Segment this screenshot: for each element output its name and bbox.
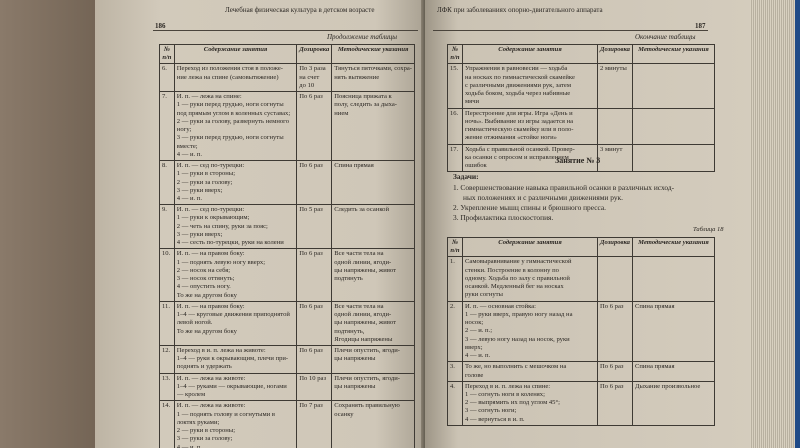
row-content-line: одному. Ходьба по залу с правильной <box>465 274 570 282</box>
row-notes-line: Поясница прижата к <box>334 93 392 101</box>
tasks-label: Задачи: <box>453 172 479 181</box>
row-notes-line: Плечи опустить, ягоди- <box>334 346 400 354</box>
row-notes <box>632 301 714 362</box>
row-dose-line: По 6 раз <box>299 250 323 258</box>
row-content-line: гимнастическую скамейку или в поло- <box>465 126 574 134</box>
row-notes-line: цы напряжены <box>334 382 376 390</box>
left-running-header: Лечебная физическая культура в детском возрасте <box>225 6 375 14</box>
row-number: 2. <box>448 301 463 362</box>
row-notes <box>332 161 415 205</box>
row-content-line: ночь». Выбивание из игры задается на <box>465 117 574 125</box>
row-content-line: 4 — и. п. <box>465 352 491 360</box>
col-dose: Дозировка <box>297 45 332 64</box>
row-dose-line: до 10 <box>299 81 315 89</box>
row-content <box>463 108 598 144</box>
row-content <box>463 257 598 301</box>
right-running-header: ЛФК при заболеваниях опорно-двигательного аппарата <box>437 6 603 14</box>
lesson-title: Занятие № 3 <box>555 156 601 165</box>
task-line: 2. Укрепление мышц спины и брюшного пресса. <box>453 203 607 212</box>
row-content-line: 3 — руки перед грудью, ноги согнуты <box>176 134 284 142</box>
row-content-line: 1 — поднять голову и согнутыми в <box>176 410 275 418</box>
row-notes-line: цы напряжены, живот <box>334 266 396 274</box>
row-notes-line: Следить за осанкой <box>334 206 390 214</box>
row-notes-line: Сохранять правильную <box>334 402 400 410</box>
row-content-line: То же на другом боку <box>176 327 237 335</box>
row-notes-line: подтянуть, <box>334 327 365 335</box>
row-content-line: 4 — и. п. <box>176 194 202 202</box>
row-content <box>174 161 296 205</box>
left-page-number: 186 <box>155 22 166 30</box>
row-notes-line: цы напряжены, живот <box>334 319 396 327</box>
row-content-line: 2 — руки за голову; <box>176 178 233 186</box>
row-content-line: вместе; <box>176 142 198 150</box>
col-notes: Методические указания <box>632 238 714 257</box>
row-content-line: И. п. — лежа на спине: <box>176 93 242 101</box>
col-num: № п/п <box>448 45 463 64</box>
col-num: № п/п <box>448 238 463 257</box>
row-content-line: 1 — руки к окрывающим; <box>176 214 250 222</box>
row-content <box>174 205 296 249</box>
table-row <box>160 249 415 301</box>
row-content-line: То же, но выполнить с мешочком на <box>465 363 567 371</box>
table-row <box>448 257 715 301</box>
table-row <box>160 64 415 92</box>
col-notes: Методические указания <box>332 45 415 64</box>
row-notes <box>332 64 415 92</box>
row-content-line: ка осанки с опросом и исправлением <box>465 153 569 161</box>
row-number: 3. <box>448 362 463 381</box>
row-dose-line: 3 минут <box>600 145 623 153</box>
row-dose <box>297 345 332 373</box>
row-notes <box>332 301 415 345</box>
row-notes-line: нием <box>334 109 349 117</box>
row-dose-line: По 7 раз <box>299 402 323 410</box>
row-content <box>174 249 296 301</box>
row-notes-line: Все части тела на <box>334 250 384 258</box>
row-content-line: 4 — вернуться в и. п. <box>465 415 525 423</box>
page-edges <box>750 0 800 448</box>
row-content-line: левой ногой. <box>176 319 213 327</box>
col-num: № п/п <box>160 45 175 64</box>
row-dose <box>598 381 633 425</box>
row-content-line: стенки. Построение в колонну по <box>465 266 559 274</box>
table-row <box>160 301 415 345</box>
right-page <box>425 0 755 448</box>
row-dose <box>297 373 332 401</box>
row-dose-line: По 6 раз <box>600 382 624 390</box>
row-content-line: 2 — руки за голову, развернуть немного <box>176 117 289 125</box>
row-content-line: ногу; <box>176 126 192 134</box>
row-content <box>463 301 598 362</box>
row-content-line: 2 — и. п.; <box>465 327 493 335</box>
row-notes-line: Спина прямая <box>334 162 374 170</box>
row-content-line: Переход в и. п. лежа на спине: <box>465 382 551 390</box>
row-content <box>174 345 296 373</box>
row-content-line: И. п. — сед по-турецки: <box>176 162 245 170</box>
row-notes-line: одной линии, ягоди- <box>334 311 392 319</box>
row-number: 15. <box>448 64 463 108</box>
row-notes-line: осанку <box>334 410 354 418</box>
row-content-line: И. п. — на правом боку: <box>176 302 245 310</box>
row-dose-line: на счет <box>299 73 320 81</box>
row-notes <box>332 249 415 301</box>
row-dose-line: По 6 раз <box>299 346 323 354</box>
row-notes-line: Ягодицы напряжены <box>334 335 393 343</box>
row-notes <box>332 92 415 161</box>
row-dose-line: По 5 раз <box>299 206 323 214</box>
row-number: 7. <box>160 92 175 161</box>
row-content-line: носок; <box>465 319 484 327</box>
row-content-line: 3 — левую ногу назад на носок, руки <box>465 335 570 343</box>
row-dose <box>598 257 633 301</box>
row-content-line: И. п. — на правом боку: <box>176 250 245 258</box>
row-content-line: 4 — сесть по-турецки, руки на колени <box>176 239 284 247</box>
row-content-line: 1–4 — руками — окрывающие, ногами <box>176 382 287 390</box>
row-content-line: 3 — носок оттянуть; <box>176 275 235 283</box>
row-content-line: руки согнуты <box>465 291 503 299</box>
row-content-line: мячи <box>465 98 480 106</box>
right-bottom-table <box>447 237 715 426</box>
row-dose-line: По 6 раз <box>600 363 624 371</box>
row-dose <box>598 301 633 362</box>
right-top-table <box>447 44 715 172</box>
task-line: ных положениях и с различными движениями рук. <box>463 193 623 202</box>
row-content <box>463 362 598 381</box>
row-content <box>174 373 296 401</box>
row-content <box>463 381 598 425</box>
row-content-line: И. п. — сед по-турецки: <box>176 206 245 214</box>
row-content-line: ошибок <box>465 162 487 170</box>
left-page <box>95 0 425 448</box>
row-content-line: 2 — выпрямить их под углом 45°; <box>465 399 560 407</box>
row-dose <box>598 64 633 108</box>
row-notes <box>632 108 714 144</box>
header-rule <box>153 30 418 31</box>
row-notes <box>632 257 714 301</box>
row-dose <box>297 205 332 249</box>
row-dose <box>598 362 633 381</box>
row-content-line: 1–4 — круговые движения приподнятой <box>176 311 290 319</box>
row-content <box>463 64 598 108</box>
row-notes-line: цы напряжены <box>334 355 376 363</box>
row-content-line: осанкой. Медленный бег на носках <box>465 283 564 291</box>
table-row <box>160 161 415 205</box>
left-continuation: Продолжение таблицы <box>327 33 398 41</box>
row-notes <box>332 401 415 448</box>
row-dose <box>297 161 332 205</box>
row-content-line: 3 — руки вверх; <box>176 186 223 194</box>
row-content-line: голове <box>465 371 484 379</box>
row-dose <box>297 64 332 92</box>
row-content-line: ходьба боком, ходьба через набивные <box>465 90 571 98</box>
row-dose-line: По 3 раза <box>299 65 326 73</box>
table-row <box>160 345 415 373</box>
row-content-line: 3 — руки вверх; <box>176 230 223 238</box>
table-row <box>160 92 415 161</box>
row-content-line: локтях руками; <box>176 418 220 426</box>
col-dose: Дозировка <box>598 238 633 257</box>
header-rule-right <box>433 30 708 31</box>
row-content-line: 1 — согнуть ноги в коленях; <box>465 390 545 398</box>
row-notes-line: Все части тела на <box>334 302 384 310</box>
row-dose-line: По 6 раз <box>299 302 323 310</box>
row-notes <box>332 345 415 373</box>
row-notes-line: Спина прямая <box>634 363 675 371</box>
row-content <box>174 301 296 345</box>
row-content <box>174 92 296 161</box>
row-dose-line: По 6 раз <box>299 93 323 101</box>
row-content-line: Переход в и. п. лежа на животе: <box>176 346 266 354</box>
row-content-line: с различными движениями рук, затем <box>465 81 572 89</box>
row-dose-line: По 6 раз <box>600 302 624 310</box>
row-dose <box>297 301 332 345</box>
row-number: 10. <box>160 249 175 301</box>
row-notes <box>632 362 714 381</box>
row-content-line: 4 — и. п. <box>176 150 202 158</box>
row-content-line: на носках по гимнастической скамейке <box>465 73 575 81</box>
row-content-line: 4 — опустить ногу. <box>176 283 231 291</box>
row-dose <box>297 249 332 301</box>
col-content: Содержание занятия <box>174 45 296 64</box>
right-continuation: Окончание таблицы <box>635 33 696 41</box>
row-content-line: 2 — носок на себя; <box>176 266 231 274</box>
row-dose-line: По 6 раз <box>299 162 323 170</box>
row-content-line: вверх; <box>465 343 483 351</box>
row-dose <box>297 401 332 448</box>
col-content: Содержание занятия <box>463 45 598 64</box>
row-content-line: И. п. — основная стойка: <box>465 302 536 310</box>
row-content-line: И. п. — лежа на животе: <box>176 402 246 410</box>
row-dose-line: По 10 раз <box>299 374 327 382</box>
table-row <box>160 401 415 448</box>
row-content <box>174 64 296 92</box>
row-content-line: — кролем <box>176 391 206 399</box>
row-number: 17. <box>448 144 463 172</box>
row-number: 12. <box>160 345 175 373</box>
table-label: Таблица 18 <box>693 226 724 233</box>
row-number: 6. <box>160 64 175 92</box>
table-row <box>448 108 715 144</box>
row-notes-line: подтянуть <box>334 275 363 283</box>
table-row <box>448 301 715 362</box>
row-number: 1. <box>448 257 463 301</box>
row-content-line: 1 — руки в стороны; <box>176 170 236 178</box>
row-content-line: 3 — руки за голову; <box>176 435 233 443</box>
row-number: 9. <box>160 205 175 249</box>
row-notes <box>632 64 714 108</box>
row-notes <box>332 205 415 249</box>
row-content-line: 2 — четь на спину, руки за пояс; <box>176 222 268 230</box>
row-notes-line: Тянуться пяточками, сохра- <box>334 65 412 73</box>
col-dose: Дозировка <box>598 45 633 64</box>
row-content-line: 4 — и. п. <box>176 443 202 448</box>
row-content-line: жение отжимания «стойке ноги» <box>465 134 557 142</box>
row-content-line: поднять и удержать <box>176 363 232 371</box>
table-row <box>448 362 715 381</box>
right-page-number: 187 <box>695 22 706 30</box>
open-book <box>95 0 755 448</box>
row-dose <box>598 144 633 172</box>
col-content: Содержание занятия <box>463 238 598 257</box>
row-content-line: 3 — согнуть ноги; <box>465 407 517 415</box>
col-notes: Методические указания <box>632 45 714 64</box>
task-line: 3. Профилактика плоскостопия. <box>453 213 554 222</box>
row-notes-line: нять вытяжение <box>334 73 380 81</box>
row-content-line: Самовыравнивание у гимнастической <box>465 258 572 266</box>
book-cover <box>795 0 800 448</box>
row-notes-line: полу, следить за дыха- <box>334 101 398 109</box>
row-notes-line: Дыхание произвольное <box>634 382 701 390</box>
row-dose-line: 2 минуты <box>600 65 627 73</box>
row-content-line: Упражнения в равновесии — ходьба <box>465 65 568 73</box>
row-content-line: Переход из положения стоя в положе- <box>176 65 283 73</box>
table-row <box>448 64 715 108</box>
row-content <box>174 401 296 448</box>
row-content-line: Перестроение для игры. Игра «День и <box>465 109 573 117</box>
row-notes-line: Спина прямая <box>634 302 675 310</box>
row-content-line: 2 — руки в стороны; <box>176 427 236 435</box>
row-content-line: 1 — руки перед грудью, ноги согнуты <box>176 101 284 109</box>
row-content-line: И. п. — лежа на животе: <box>176 374 246 382</box>
row-number: 4. <box>448 381 463 425</box>
row-content-line: под прямым углом в коленных суставах; <box>176 109 291 117</box>
row-content-line: То же на другом боку <box>176 291 237 299</box>
row-notes <box>632 144 714 172</box>
row-content-line: Ходьба с правильной осанкой. Провер- <box>465 145 575 153</box>
table-row <box>160 373 415 401</box>
row-number: 13. <box>160 373 175 401</box>
table-row <box>160 205 415 249</box>
row-dose <box>297 92 332 161</box>
row-content-line: 1 — поднять левую ногу вверх; <box>176 258 266 266</box>
table-row <box>448 381 715 425</box>
row-content-line: 1 — руки вверх, правую ногу назад на <box>465 310 573 318</box>
row-content-line: 1–4 — руки к окрывающим, плечи при- <box>176 355 289 363</box>
row-number: 16. <box>448 108 463 144</box>
row-dose <box>598 108 633 144</box>
row-notes <box>632 381 714 425</box>
left-exercise-table <box>159 44 415 448</box>
row-notes-line: одной линии, ягоди- <box>334 258 392 266</box>
row-notes-line: Плечи опустить, ягоди- <box>334 374 400 382</box>
row-number: 11. <box>160 301 175 345</box>
row-notes <box>332 373 415 401</box>
row-number: 14. <box>160 401 175 448</box>
row-number: 8. <box>160 161 175 205</box>
row-content-line: ние лежа на спине (самовытяжение) <box>176 73 279 81</box>
task-line: 1. Совершенствование навыка правильной осанки в различных исход- <box>453 183 675 192</box>
